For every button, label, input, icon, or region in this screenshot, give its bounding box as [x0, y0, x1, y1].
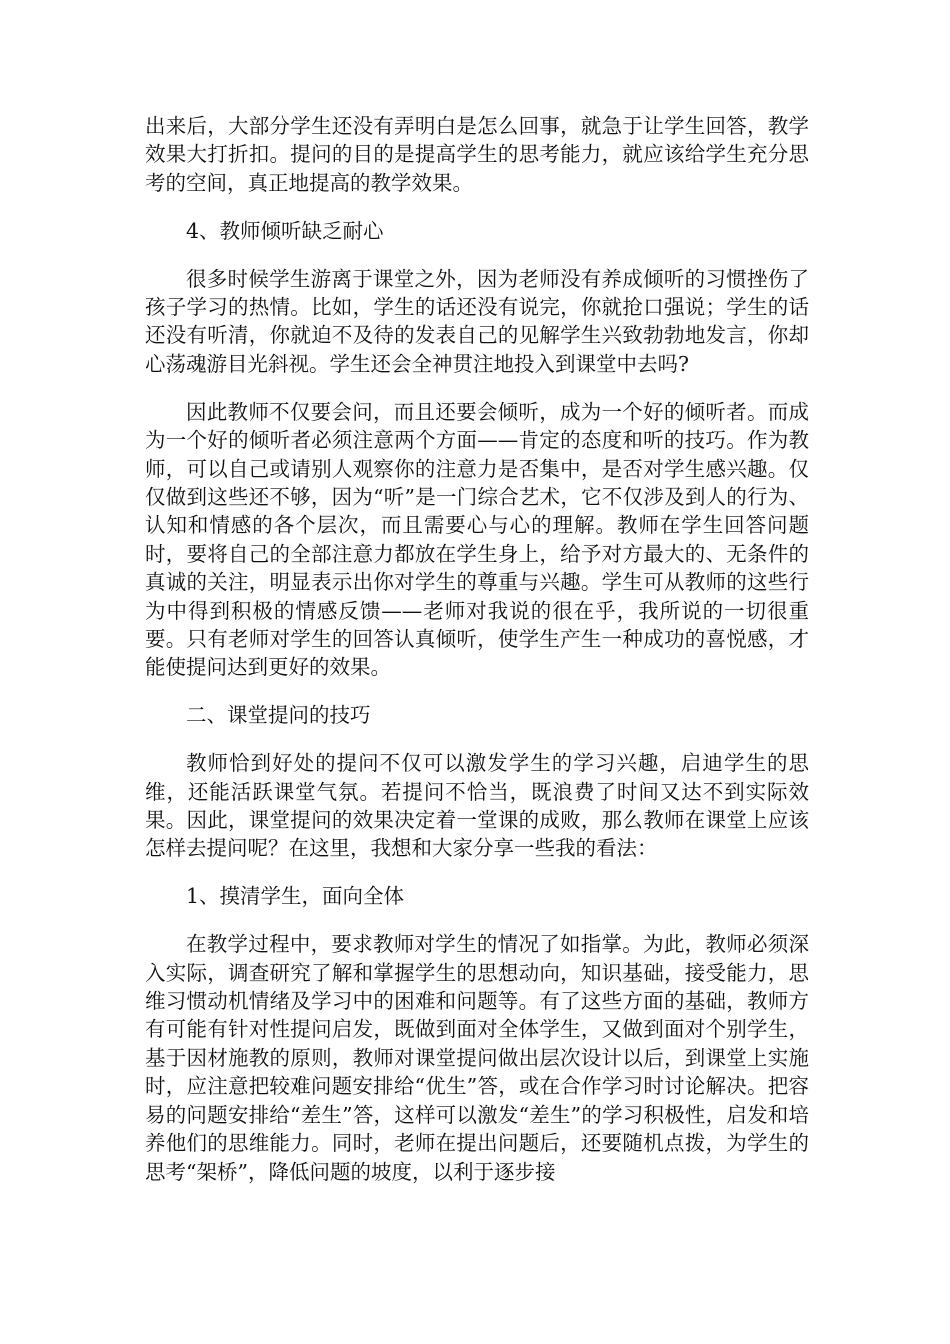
heading-questioning-techniques: 二、课堂提问的技巧	[186, 703, 371, 728]
paragraph-listening-problem: 很多时候学生游离于课堂之外，因为老师没有养成倾听的习惯挫伤了孩子学习的热情。比如，学生的话还没有说完，你就抢口强说；学生的话还没有听清，你就迫不及待的发表自己的见解学生兴致勃勃地发言，你却心荡魂游目光斜视。学生还会全神贯注地投入到课堂中去吗?	[145, 266, 809, 376]
paragraph-questioning-intro: 教师恰到好处的提问不仅可以激发学生的学习兴趣，启迪学生的思维，还能活跃课堂气氛。若提问不恰当，既浪费了时间又达不到实际效果。因此，课堂提问的效果决定着一堂课的成败，那么教师在课堂上应该怎样去提问呢？在这里，我想和大家分享一些我的看法：	[145, 751, 809, 861]
paragraph-listening-skills: 因此教师不仅要会问，而且还要会倾听，成为一个好的倾听者。而成为一个好的倾听者必须注意两个方面——肯定的态度和听的技巧。作为教师，可以自己或请别人观察你的注意力是否集中，是否对学生感兴趣。仅仅做到这些还不够，因为“听”是一门综合艺术，它不仅涉及到人的行为、认知和情感的各个层次，而且需要心与心的理解。教师在学生回答问题时，要将自己的全部注意力都放在学生身上，给予对方最大的、无条件的真诚的关注，明显表示出你对学生的尊重与兴趣。学生可从教师的这些行为中得到积极的情感反馈——老师对我说的很在乎，我所说的一切很重要。只有老师对学生的回答认真倾听，使学生产生一种成功的喜悦感，才能使提问达到更好的效果。	[145, 399, 809, 680]
paragraph-know-students: 在教学过程中，要求教师对学生的情况了如指掌。为此，教师必须深入实际，调查研究了解和掌握学生的思想动向，知识基础，接受能力，思维习惯动机情绪及学习中的困难和问题等。有了这些方面的基础，教师方有可能有针对性提问启发，既做到面对全体学生，又做到面对个别学生，基于因材施教的原则，教师对课堂提问做出层次设计以后，到课堂上实施时，应注意把较难问题安排给“优生”答，或在合作学习时讨论解决。把容易的问题安排给“差生”答，这样可以激发“差生”的学习积极性，启发和培养他们的思维能力。同时，老师在提出问题后，还要随机点拨，为学生的思考“架桥”，降低问题的坡度，以利于逐步接	[145, 932, 809, 1184]
heading-listening-patience: 4、教师倾听缺乏耐心	[186, 218, 384, 243]
heading-know-students: 1、摸清学生，面向全体	[186, 884, 405, 909]
paragraph-continuation: 出来后，大部分学生还没有弄明白是怎么回事，就急于让学生回答，教学效果大打折扣。提问的目的是提高学生的思考能力，就应该给学生充分思考的空间，真正地提高的教学效果。	[145, 114, 809, 195]
document-page	[145, 112, 809, 1186]
